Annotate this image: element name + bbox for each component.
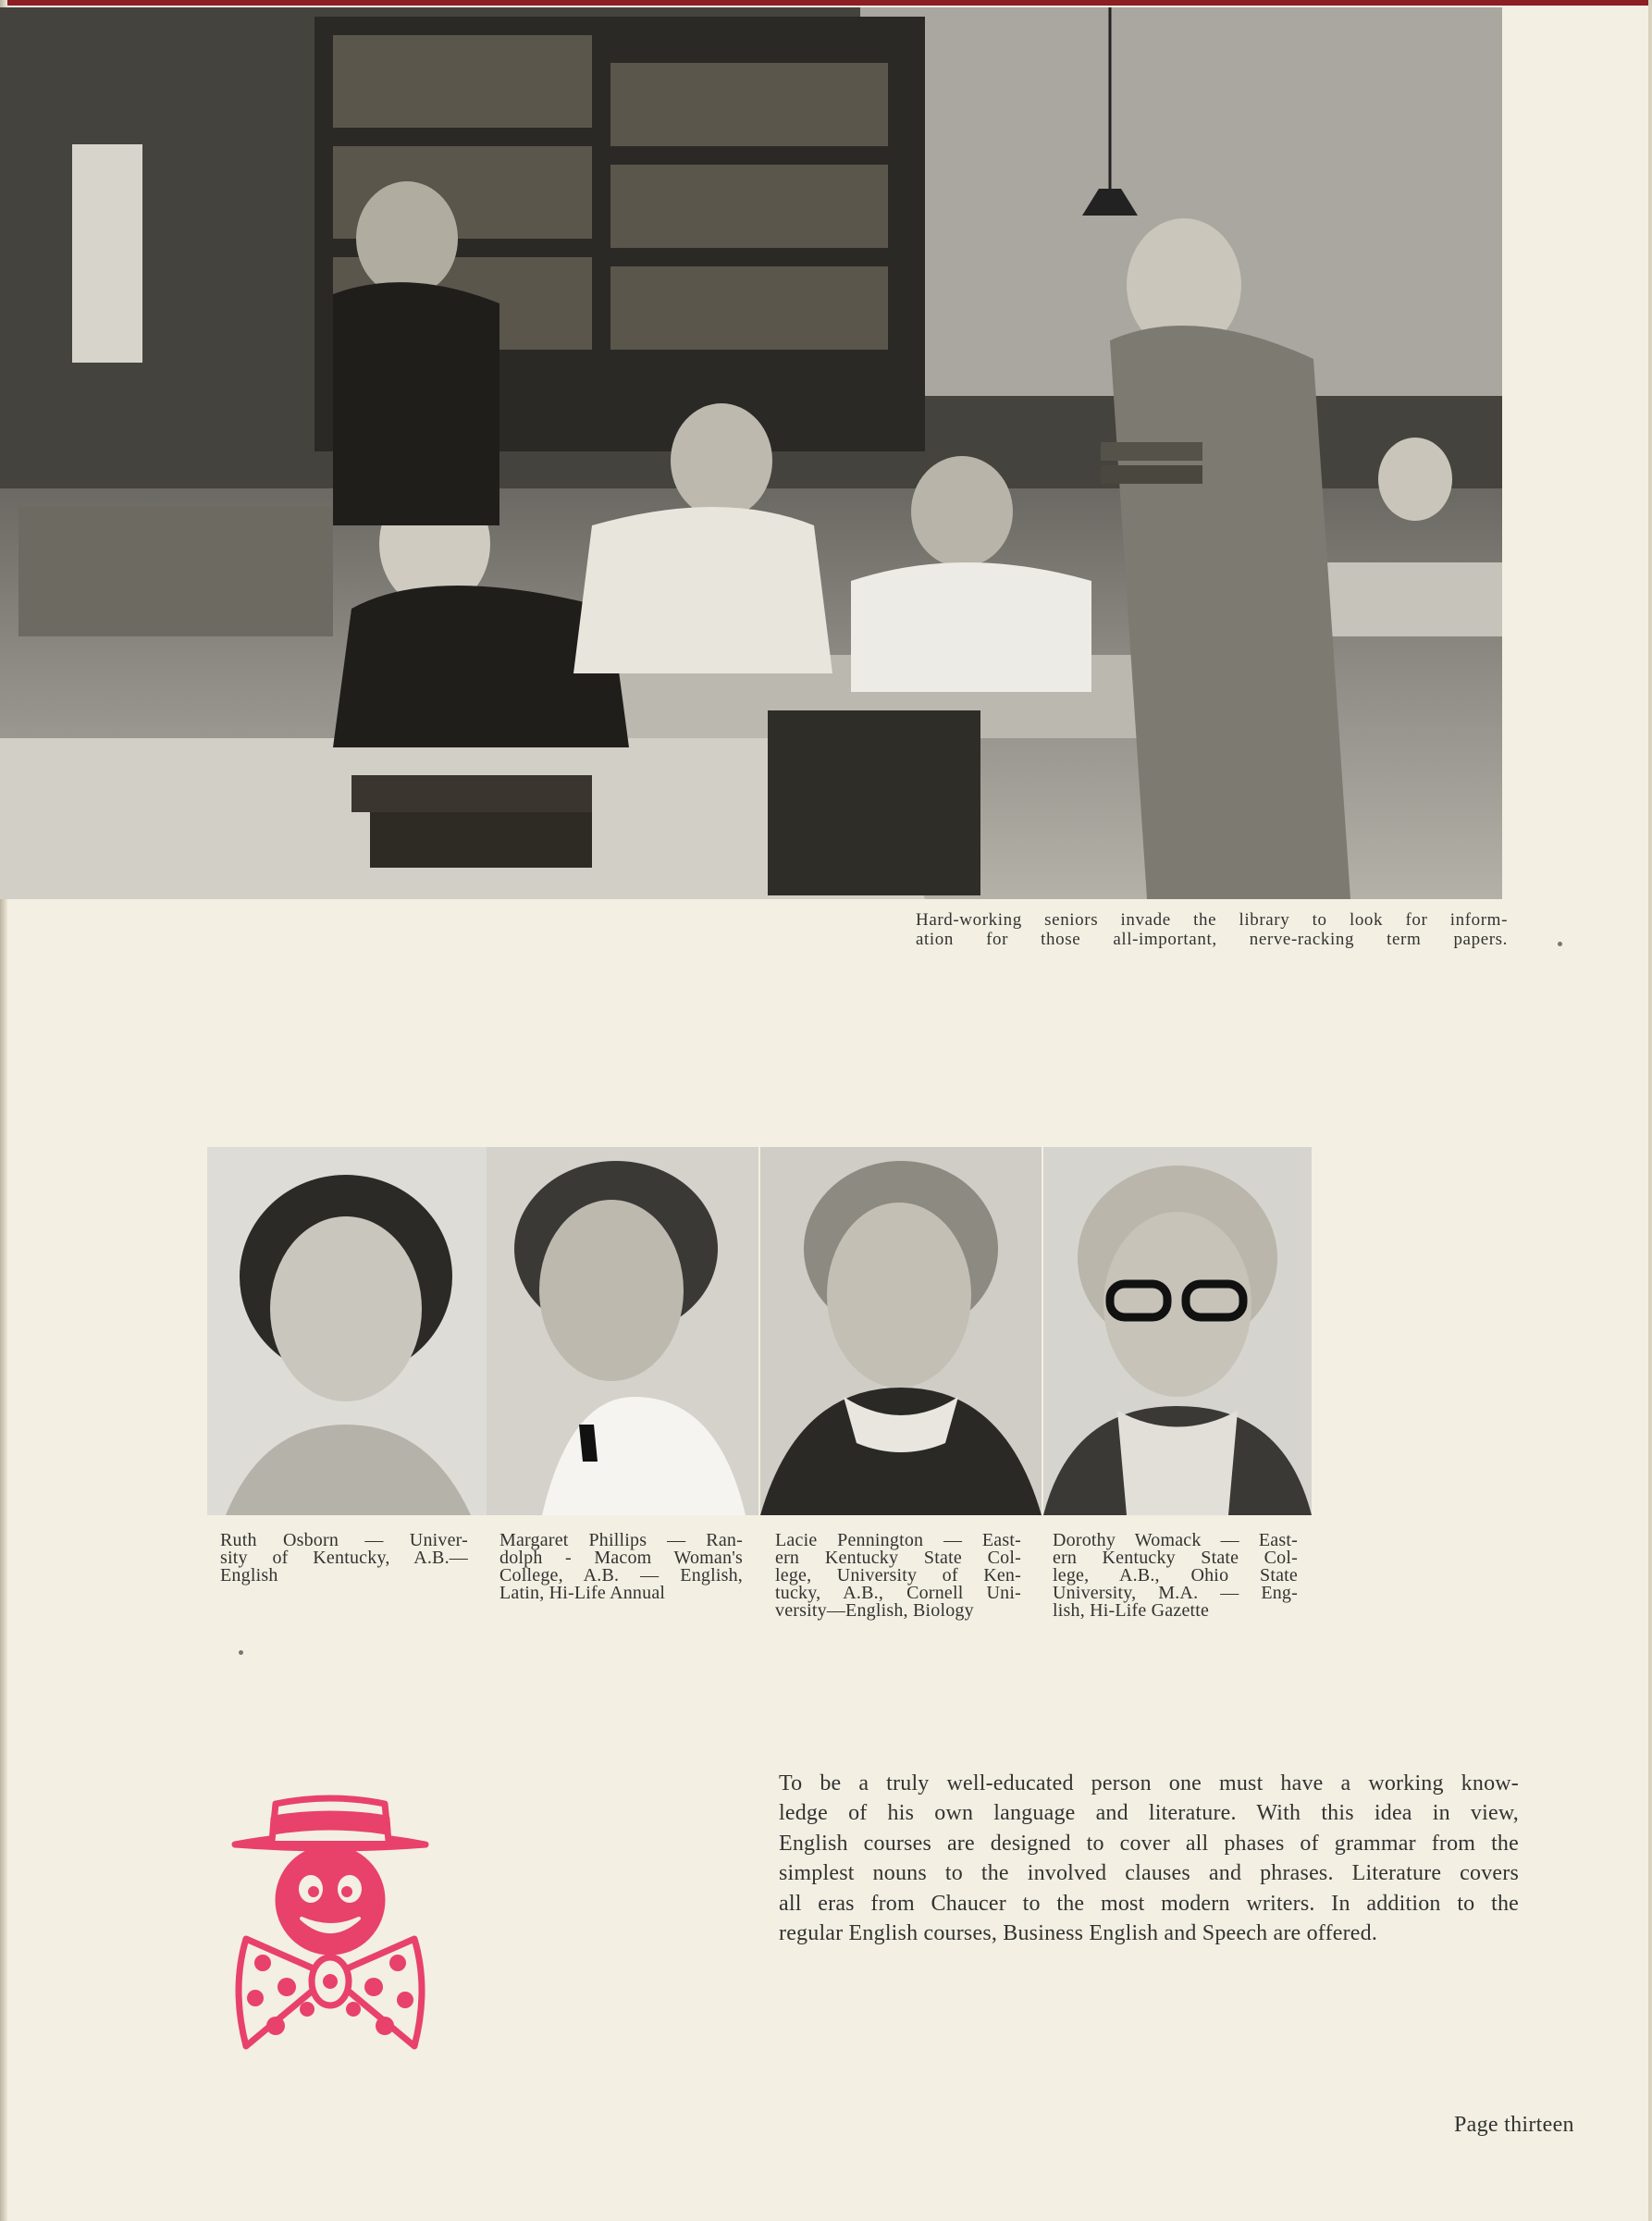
paragraph-line: English courses are designed to cover all phases of grammar from the xyxy=(779,1831,1519,1856)
portrait-lacie-pennington xyxy=(760,1147,1042,1515)
page-right-edge xyxy=(1648,0,1652,2221)
portrait-dorothy-womack xyxy=(1043,1147,1312,1515)
bio-line: versity—English, Biology xyxy=(775,1600,974,1621)
bio-line: sity of Kentucky, A.B.— xyxy=(220,1548,468,1568)
bio-line: Lacie Pennington — East- xyxy=(775,1530,1021,1550)
english-department-description xyxy=(779,1769,1519,1948)
paragraph-line: simplest nouns to the involved clauses and phrases. Literature covers xyxy=(779,1861,1519,1886)
bio-line: University, M.A. — Eng- xyxy=(1053,1583,1298,1603)
bio-line: lish, Hi-Life Gazette xyxy=(1053,1600,1210,1621)
bio-line: English xyxy=(220,1565,278,1586)
portrait-margaret-phillips xyxy=(487,1147,758,1515)
portrait-ruth-osborn xyxy=(207,1147,487,1515)
page-top-edge xyxy=(0,0,1652,6)
paragraph-line: all eras from Chaucer to the most modern writers. In addition to the xyxy=(779,1891,1519,1916)
bio-margaret-phillips xyxy=(499,1532,743,1602)
library-photo xyxy=(0,7,1502,899)
page-number: Page thirteen xyxy=(1454,2113,1574,2137)
bio-line: lege, University of Ken- xyxy=(775,1565,1021,1586)
bio-line: tucky, A.B., Cornell Uni- xyxy=(775,1583,1021,1603)
mascot-clown-icon xyxy=(228,1791,433,2063)
portrait-photo-margaret-phillips xyxy=(487,1147,758,1515)
paragraph-line: ledge of his own language and literature. With this idea in view, xyxy=(779,1801,1519,1826)
print-speck xyxy=(1558,942,1562,946)
bio-lacie-pennington xyxy=(775,1532,1021,1620)
bio-line: ern Kentucky State Col- xyxy=(775,1548,1021,1568)
bio-line: ern Kentucky State Col- xyxy=(1053,1548,1298,1568)
bio-line: Ruth Osborn — Univer- xyxy=(220,1530,468,1550)
paragraph-line: To be a truly well-educated person one must have a working know- xyxy=(779,1771,1519,1795)
bio-line: lege, A.B., Ohio State xyxy=(1053,1565,1298,1586)
paragraph-line: regular English courses, Business English and Speech are offered. xyxy=(779,1921,1378,1946)
photo-caption xyxy=(916,910,1508,949)
library-scene-illustration xyxy=(0,7,1502,899)
portrait-photo-lacie-pennington xyxy=(760,1147,1042,1515)
bio-line: College, A.B. — English, xyxy=(499,1565,743,1586)
portrait-photo-ruth-osborn xyxy=(207,1147,487,1515)
bio-ruth-osborn xyxy=(220,1532,468,1585)
bio-line: Margaret Phillips — Ran- xyxy=(499,1530,743,1550)
bio-line: dolph - Macom Woman's xyxy=(499,1548,743,1568)
portrait-photo-dorothy-womack xyxy=(1043,1147,1312,1515)
caption-line: Hard-working seniors invade the library to look for inform- xyxy=(916,910,1508,930)
bio-line: Latin, Hi-Life Annual xyxy=(499,1583,666,1603)
bio-line: Dorothy Womack — East- xyxy=(1053,1530,1298,1550)
print-speck xyxy=(239,1650,243,1655)
caption-line: ation for those all-important, nerve-racking term papers. xyxy=(916,930,1508,949)
bio-dorothy-womack xyxy=(1053,1532,1298,1620)
